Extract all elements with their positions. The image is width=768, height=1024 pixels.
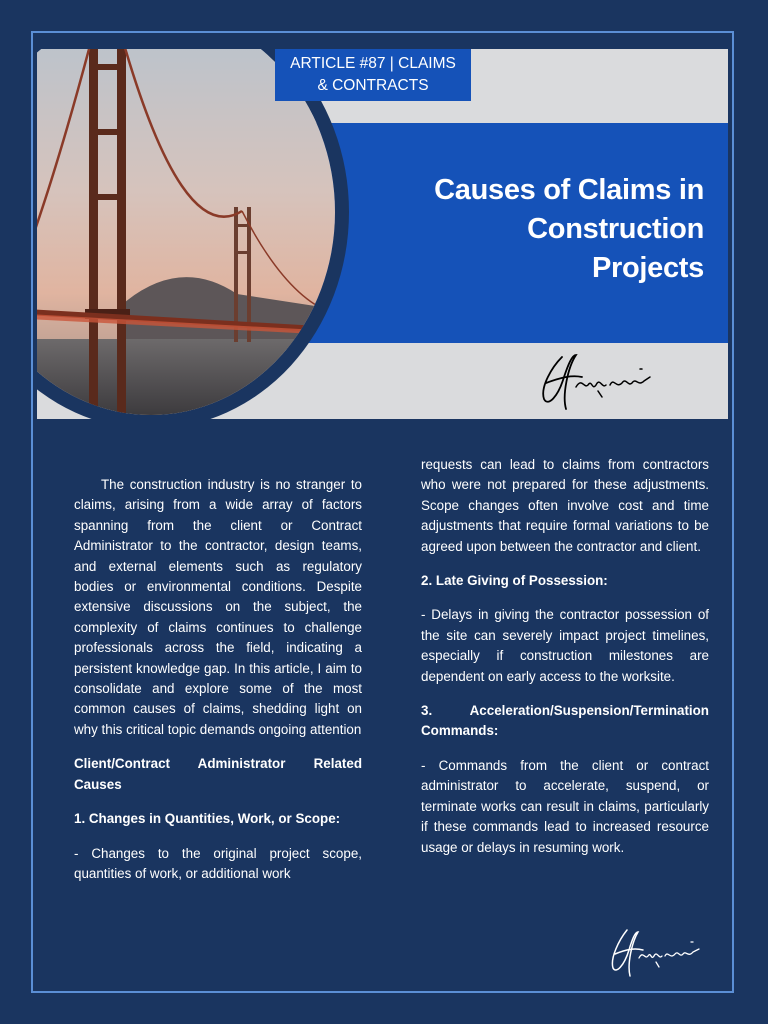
- section-heading: Client/Contract Administrator Related Causes: [74, 756, 362, 792]
- author-signature: [532, 347, 672, 417]
- title-line-1: Causes of Claims in: [434, 174, 704, 206]
- footer-signature: [605, 924, 715, 982]
- item-1-continued: requests can lead to claims from contractors who were not prepared for these adjustments. Scope changes often involve cost and time adjustments that require formal variations to be agreed upon between the contractor and client.: [421, 457, 709, 554]
- right-column: [421, 455, 709, 872]
- article-title: [384, 171, 704, 288]
- item-3-heading: 3. Acceleration/Suspension/Termination Commands:: [421, 703, 709, 739]
- bridge-photo: [37, 49, 335, 415]
- article-tag: [275, 49, 471, 101]
- title-line-3: Projects: [591, 252, 704, 284]
- item-1-heading: 1. Changes in Quantities, Work, or Scope:: [74, 811, 341, 827]
- header-banner: [37, 49, 728, 419]
- item-2-text: - Delays in giving the contractor possession of the site can severely impact project timelines, especially if construction milestones are dependent on early access to the worksite.: [421, 607, 709, 684]
- tag-line-2: & CONTRACTS: [317, 77, 429, 94]
- intro-paragraph: The construction industry is no stranger to claims, arising from a wide array of factors spanning from the client or Contract Administrator to the contractor, design teams, and external elements such as regulatory bodies or environmental conditions. Despite extensive discussions on the subject, the complexity of claims continues to challenge professionals across the field, indicating a persistent knowledge gap. In this article, I aim to consolidate and explore some of the most common causes of claims, shedding light on why this critical topic demands ongoing attention: [74, 477, 362, 737]
- left-column: [74, 475, 362, 898]
- item-3-text: - Commands from the client or contract administrator to accelerate, suspend, or terminate works can result in claims, particularly if these commands lead to increased resource usage or delays in resuming work.: [421, 757, 709, 855]
- item-2-heading: 2. Late Giving of Possession:: [421, 573, 608, 589]
- tag-line-1: ARTICLE #87 | CLAIMS: [290, 55, 456, 72]
- title-line-2: Construction: [527, 213, 704, 245]
- item-1-text: - Changes to the original project scope, quantities of work, or additional work: [74, 845, 362, 881]
